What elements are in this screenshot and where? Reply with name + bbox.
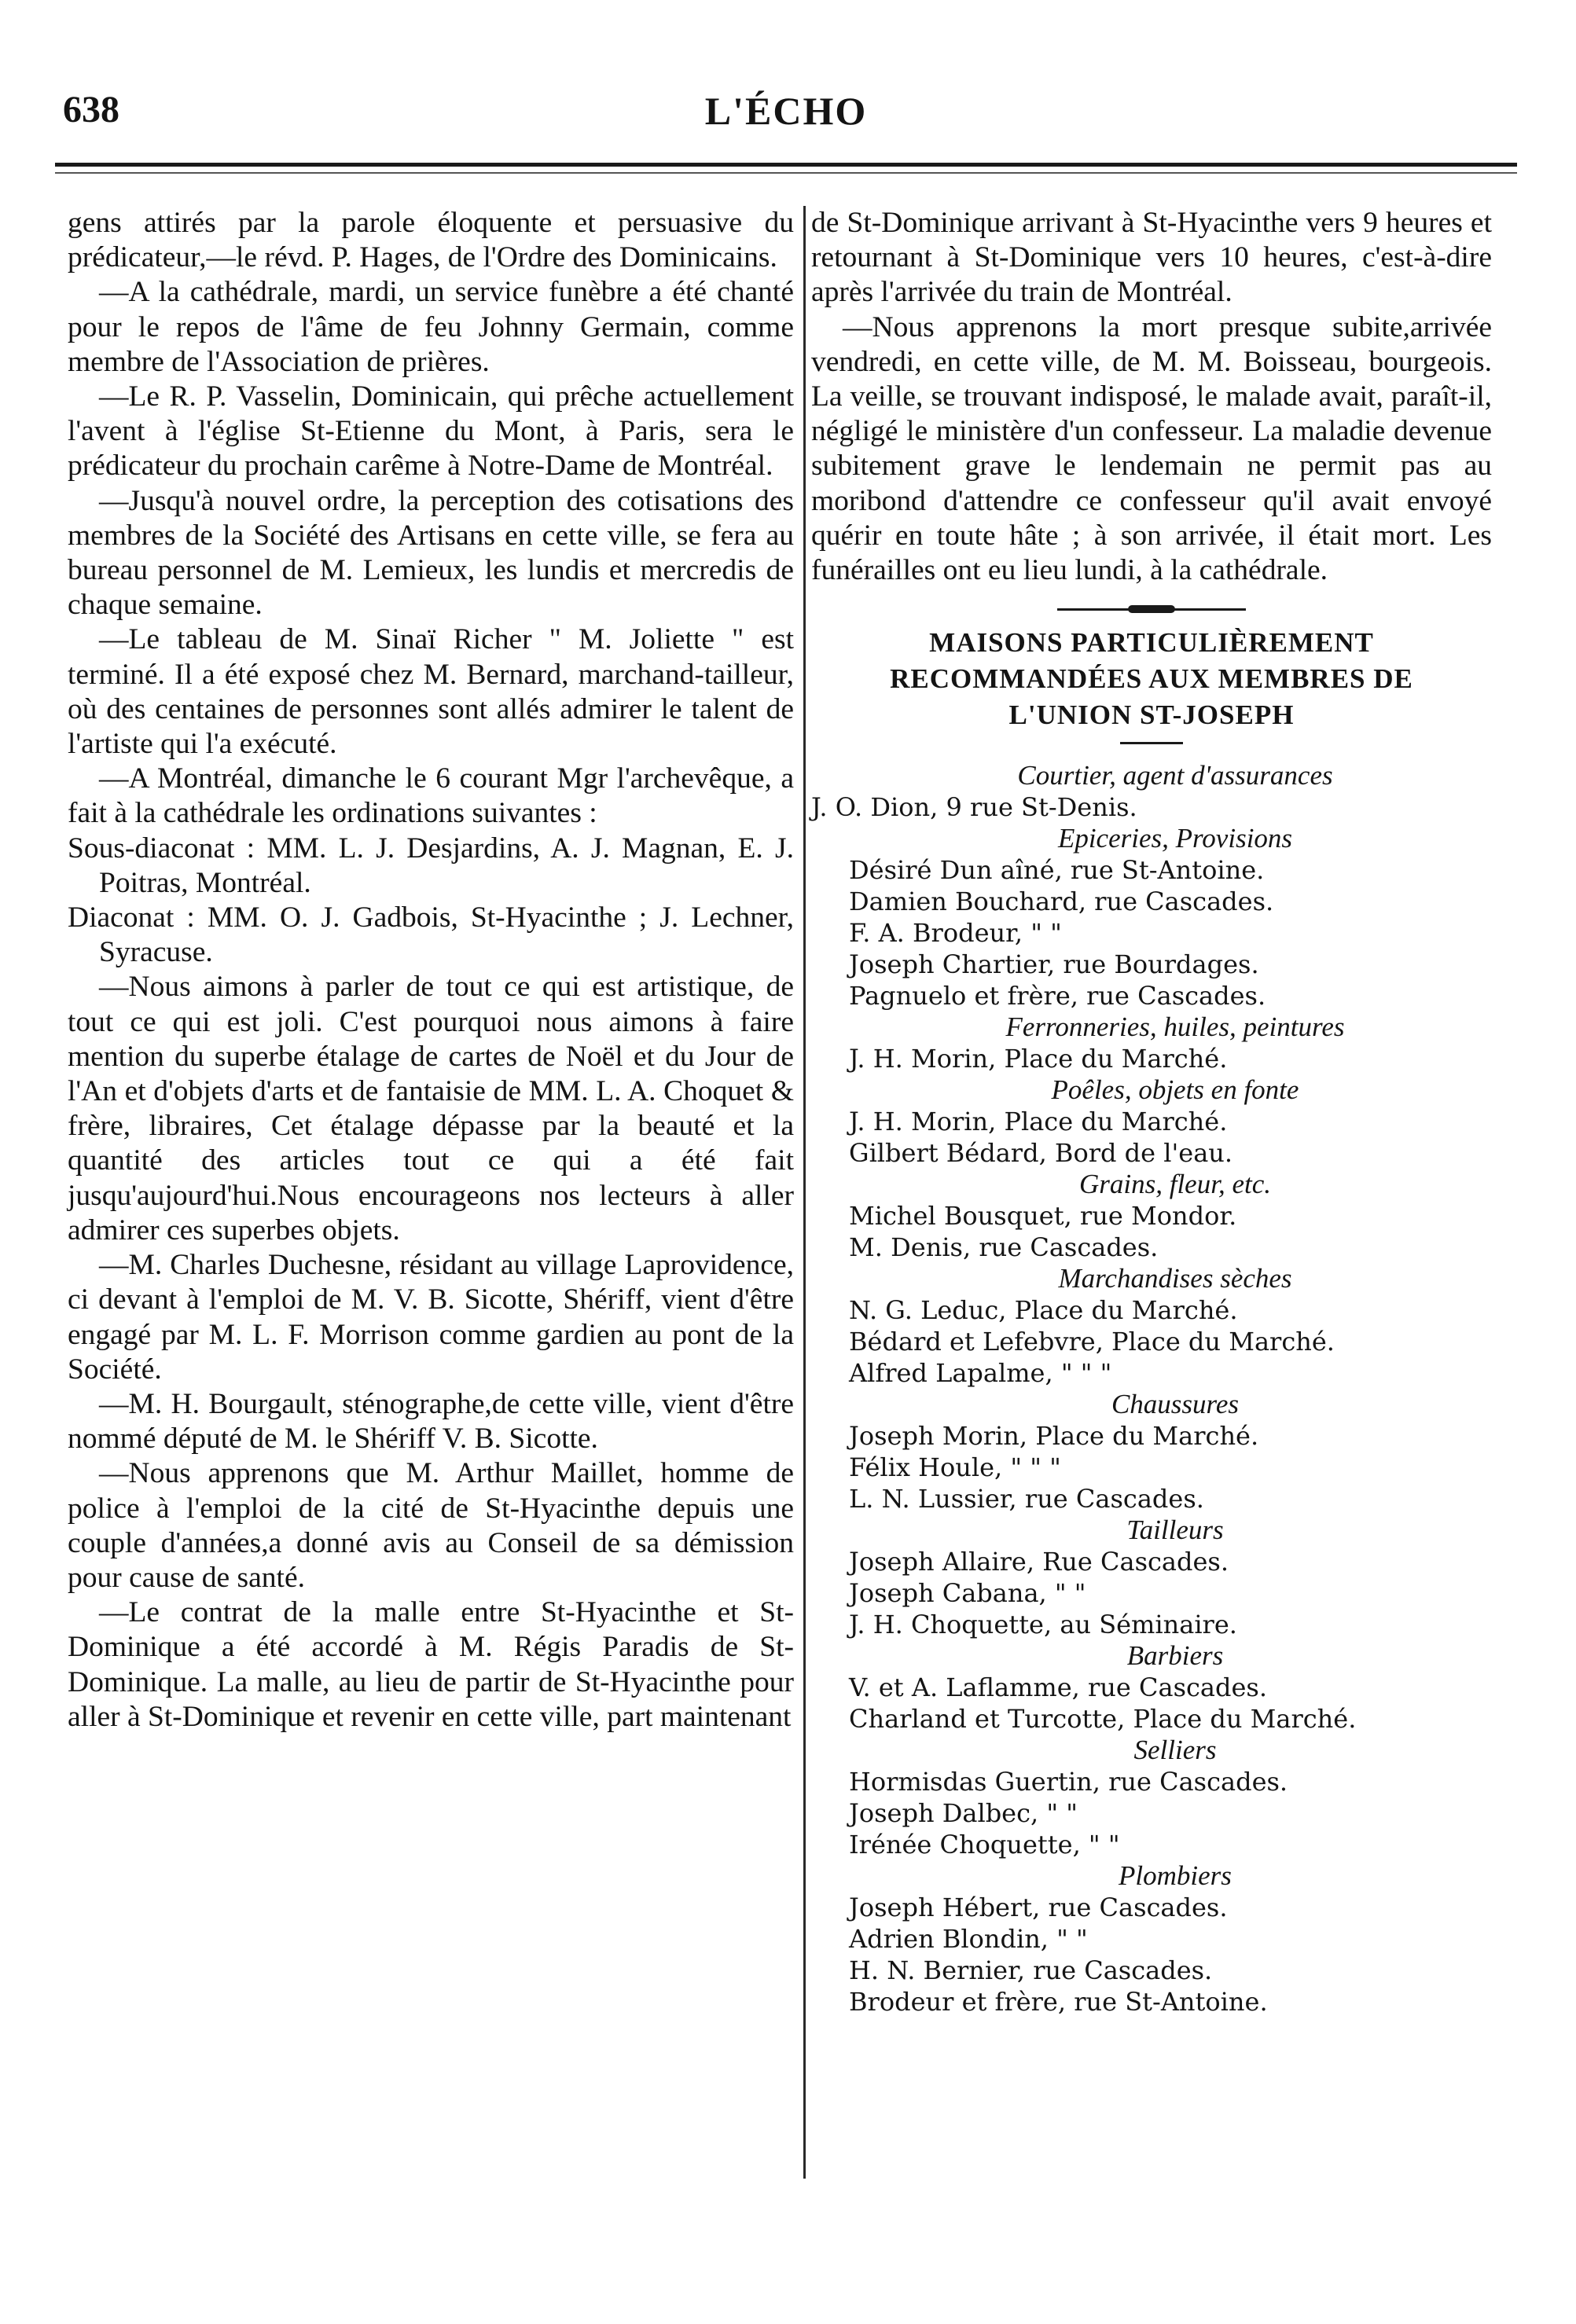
directory-category: Courtier, agent d'assurances: [1017, 760, 1333, 791]
directory-entry: Joseph Cabana, " ": [849, 1578, 1086, 1609]
paragraph: —Le R. P. Vasselin, Dominicain, qui prêche actuellement l'avent à l'église St-Etienne du Mont, à Paris, sera le prédicateur du prochain carême à Notre-Dame de Montréal.: [68, 380, 794, 483]
directory-entry: Brodeur et frère, rue St-Antoine.: [849, 1987, 1268, 2017]
directory-category: Epiceries, Provisions: [1057, 823, 1293, 854]
directory-entry: Adrien Blondin, " ": [849, 1924, 1088, 1955]
header-rule: [55, 163, 1517, 167]
directory-category: Chaussures: [1111, 1389, 1240, 1420]
column-divider: [803, 206, 806, 2179]
directory-entry: N. G. Leduc, Place du Marché.: [849, 1295, 1238, 1326]
paragraph: de St-Dominique arrivant à St-Hyacinthe vers 9 heures et retournant à St-Dominique vers 10 heures, c'est-à-dire après l'arrivée du train de Montréal.: [811, 207, 1492, 309]
directory-category: Tailleurs: [1126, 1514, 1224, 1546]
directory-entry: J. H. Morin, Place du Marché.: [849, 1107, 1228, 1137]
directory-entry: V. et A. Laflamme, rue Cascades.: [849, 1672, 1268, 1703]
directory-entry: M. Denis, rue Cascades.: [849, 1232, 1159, 1263]
directory-entry: Joseph Allaire, Rue Cascades.: [849, 1547, 1229, 1577]
page-header: [55, 88, 1517, 151]
ordination-list-item: Diaconat : MM. O. J. Gadbois, St-Hyacinthe ; J. Lechner, Syracuse.: [68, 901, 794, 969]
directory-category: Selliers: [1133, 1735, 1217, 1766]
page-number: 638: [63, 89, 119, 130]
directory-entry: Irénée Choquette, " ": [849, 1830, 1120, 1860]
directory-entry: Désiré Dun aîné, rue St-Antoine.: [849, 855, 1265, 886]
paragraph: —Nous apprenons que M. Arthur Maillet, homme de police à l'emploi de la cité de St-Hyacinthe depuis une couple d'années,a donné avis au Conseil de sa démission pour cause de santé.: [68, 1457, 794, 1594]
directory-entry: Pagnuelo et frère, rue Cascades.: [849, 981, 1266, 1011]
directory-list: [811, 760, 1492, 2017]
paragraph: —A la cathédrale, mardi, un service funèbre a été chanté pour le repos de l'âme de feu Johnny Germain, comme membre de l'Association de prières.: [68, 276, 794, 378]
paragraph: —Le tableau de M. Sinaï Richer " M. Joliette " est terminé. Il a été exposé chez M. Bernard, marchand-tailleur, où des centaines de personnes sont allés admirer le talent de l'artiste qui l'a exécuté.: [68, 623, 794, 761]
directory-entry: Michel Bousquet, rue Mondor.: [849, 1201, 1237, 1232]
directory-title-line: RECOMMANDÉES AUX MEMBRES DE: [890, 663, 1413, 695]
directory-category: Barbiers: [1126, 1640, 1224, 1672]
directory-entry: Joseph Hébert, rue Cascades.: [849, 1893, 1228, 1923]
ornamental-rule: [1057, 605, 1246, 613]
directory-entry: Hormisdas Guertin, rue Cascades.: [849, 1767, 1288, 1797]
directory-category: Ferronneries, huiles, peintures: [1005, 1011, 1345, 1043]
directory-title-line: L'UNION ST-JOSEPH: [1008, 699, 1295, 731]
directory-category: Plombiers: [1119, 1860, 1232, 1892]
directory-entry: Charland et Turcotte, Place du Marché.: [849, 1704, 1357, 1735]
right-column: [811, 206, 1492, 2017]
directory-entry: H. N. Bernier, rue Cascades.: [849, 1955, 1213, 1986]
directory-entry: J. H. Morin, Place du Marché.: [849, 1044, 1228, 1074]
directory-category: Poêles, objets en fonte: [1051, 1074, 1299, 1106]
left-column: [68, 206, 794, 1735]
directory-entry: Bédard et Lefebvre, Place du Marché.: [849, 1327, 1335, 1357]
directory-entry: L. N. Lussier, rue Cascades.: [849, 1484, 1204, 1514]
directory-entry: Gilbert Bédard, Bord de l'eau.: [849, 1138, 1233, 1169]
directory-entry: Joseph Dalbec, " ": [849, 1798, 1078, 1829]
directory-entry: Félix Houle, " " ": [849, 1452, 1061, 1483]
directory-entry: Damien Bouchard, rue Cascades.: [849, 887, 1274, 917]
directory-entry: F. A. Brodeur, " ": [849, 918, 1062, 949]
directory-entry: J. O. Dion, 9 rue St-Denis.: [811, 792, 1137, 823]
paragraph: —Nous aimons à parler de tout ce qui est artistique, de tout ce qui est joli. C'est pourquoi nous aimons à faire mention du superbe étalage de cartes de Noël et du Jour de l'An et d'objets d'arts et de fantaisie de MM. L. A. Choquet & frère, libraires, Cet étalage dépasse par la beauté et la quantité des articles tout ce qui a été fait jusqu'aujourd'hui.Nous encourageons nos lecteurs à aller admirer ces superbes objets.: [68, 971, 794, 1246]
header-rule-thin: [55, 172, 1517, 174]
directory-title-line: MAISONS PARTICULIÈREMENT: [929, 627, 1374, 659]
directory-category: Grains, fleur, etc.: [1078, 1169, 1271, 1200]
directory-category: Marchandises sèches: [1058, 1263, 1292, 1294]
directory-entry: Joseph Chartier, rue Bourdages.: [849, 949, 1259, 980]
paragraph: —Jusqu'à nouvel ordre, la perception des cotisations des membres de la Société des Artisans en cette ville, se fera au bureau personnel de M. Lemieux, les lundis et mercredis de chaque semaine.: [68, 484, 794, 622]
directory-entry: Joseph Morin, Place du Marché.: [849, 1421, 1259, 1452]
paragraph: —M. Charles Duchesne, résidant au village Laprovidence, ci devant à l'emploi de M. V. B. Sicotte, Shériff, vient d'être engagé par M. L. F. Morrison comme gardien au pont de la Société.: [68, 1249, 794, 1386]
running-title: L'ÉCHO: [704, 89, 868, 133]
directory-entry: Alfred Lapalme, " " ": [849, 1358, 1112, 1389]
paragraph: —Nous apprenons la mort presque subite,arrivée vendredi, en cette ville, de M. M. Boisseau, bourgeois. La veille, se trouvant indisposé, le malade avait, paraît-il, négligé le ministère d'un confesseur. La maladie devenue subitement grave le lendemain ne permit pas au moribond d'attendre ce confesseur qu'il avait envoyé quérir en toute hâte ; à son arrivée, il était mort. Les funérailles ont eu lieu lundi, à la cathédrale.: [811, 310, 1492, 587]
title-underline: [1120, 742, 1183, 744]
paragraph: —M. H. Bourgault, sténographe,de cette ville, vient d'être nommé député de M. le Shériff V. B. Sicotte.: [68, 1387, 794, 1456]
ordination-list-item: Sous-diaconat : MM. L. J. Desjardins, A. J. Magnan, E. J. Poitras, Montréal.: [68, 832, 794, 899]
paragraph: gens attirés par la parole éloquente et persuasive du prédicateur,—le révd. P. Hages, de l'Ordre des Dominicains.: [68, 207, 794, 274]
directory-box: [811, 627, 1492, 2017]
paragraph: —A Montréal, dimanche le 6 courant Mgr l'archevêque, a fait à la cathédrale les ordinations suivantes :: [68, 762, 794, 830]
directory-entry: J. H. Choquette, au Séminaire.: [849, 1610, 1237, 1640]
paragraph: —Le contrat de la malle entre St-Hyacinthe et St-Dominique a été accordé à M. Régis Paradis de St-Dominique. La malle, au lieu de partir de St-Hyacinthe pour aller à St-Dominique et revenir en cette ville, part maintenant: [68, 1596, 794, 1733]
